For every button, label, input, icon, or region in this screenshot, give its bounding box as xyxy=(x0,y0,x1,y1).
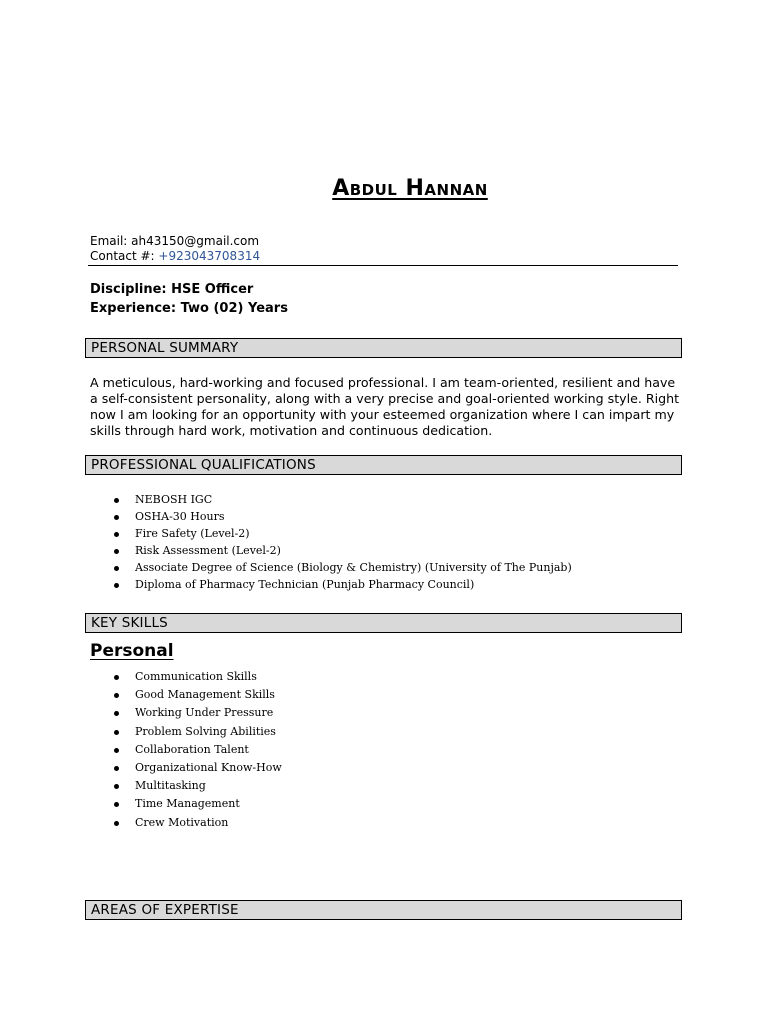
personal-skills-list xyxy=(112,668,282,832)
phone-link[interactable]: +923043708314 xyxy=(158,249,261,263)
list-item: Diploma of Pharmacy Technician (Punjab Pharmacy Council) xyxy=(112,576,572,593)
section-header-personal-summary: PERSONAL SUMMARY xyxy=(85,338,682,358)
personal-skills-heading: Personal xyxy=(90,641,174,661)
list-item: Collaboration Talent xyxy=(112,741,282,759)
list-item: Working Under Pressure xyxy=(112,704,282,722)
section-header-key-skills: KEY SKILLS xyxy=(85,613,682,633)
list-item: Fire Safety (Level-2) xyxy=(112,525,572,542)
experience-line: Experience: Two (02) Years xyxy=(90,301,288,316)
list-item: Crew Motivation xyxy=(112,814,282,832)
list-item: Risk Assessment (Level-2) xyxy=(112,542,572,559)
contact-block xyxy=(90,234,260,264)
contact-line xyxy=(90,249,260,264)
list-item: Communication Skills xyxy=(112,668,282,686)
candidate-name: Abdul Hannan xyxy=(332,176,488,201)
list-item: Good Management Skills xyxy=(112,686,282,704)
personal-summary-text: A meticulous, hard-working and focused professional. I am team-oriented, resilient and have a self-consistent personality, along with a very precise and goal-oriented working style. Right now I am looking for an opportunity with your esteemed organization where I can impart my skills through hard work, motivation and continuous dedication. xyxy=(90,375,680,438)
section-header-areas-of-expertise: AREAS OF EXPERTISE xyxy=(85,900,682,920)
list-item: Problem Solving Abilities xyxy=(112,723,282,741)
qualifications-list xyxy=(112,491,572,593)
list-item: Time Management xyxy=(112,795,282,813)
list-item: NEBOSH IGC xyxy=(112,491,572,508)
list-item: Multitasking xyxy=(112,777,282,795)
header-divider xyxy=(88,265,678,266)
contact-label: Contact #: xyxy=(90,249,159,263)
list-item: Associate Degree of Science (Biology & Chemistry) (University of The Punjab) xyxy=(112,559,572,576)
section-header-professional-qualifications: PROFESSIONAL QUALIFICATIONS xyxy=(85,455,682,475)
discipline-line: Discipline: HSE Officer xyxy=(90,282,254,297)
email-line: Email: ah43150@gmail.com xyxy=(90,234,260,248)
list-item: OSHA-30 Hours xyxy=(112,508,572,525)
list-item: Organizational Know-How xyxy=(112,759,282,777)
